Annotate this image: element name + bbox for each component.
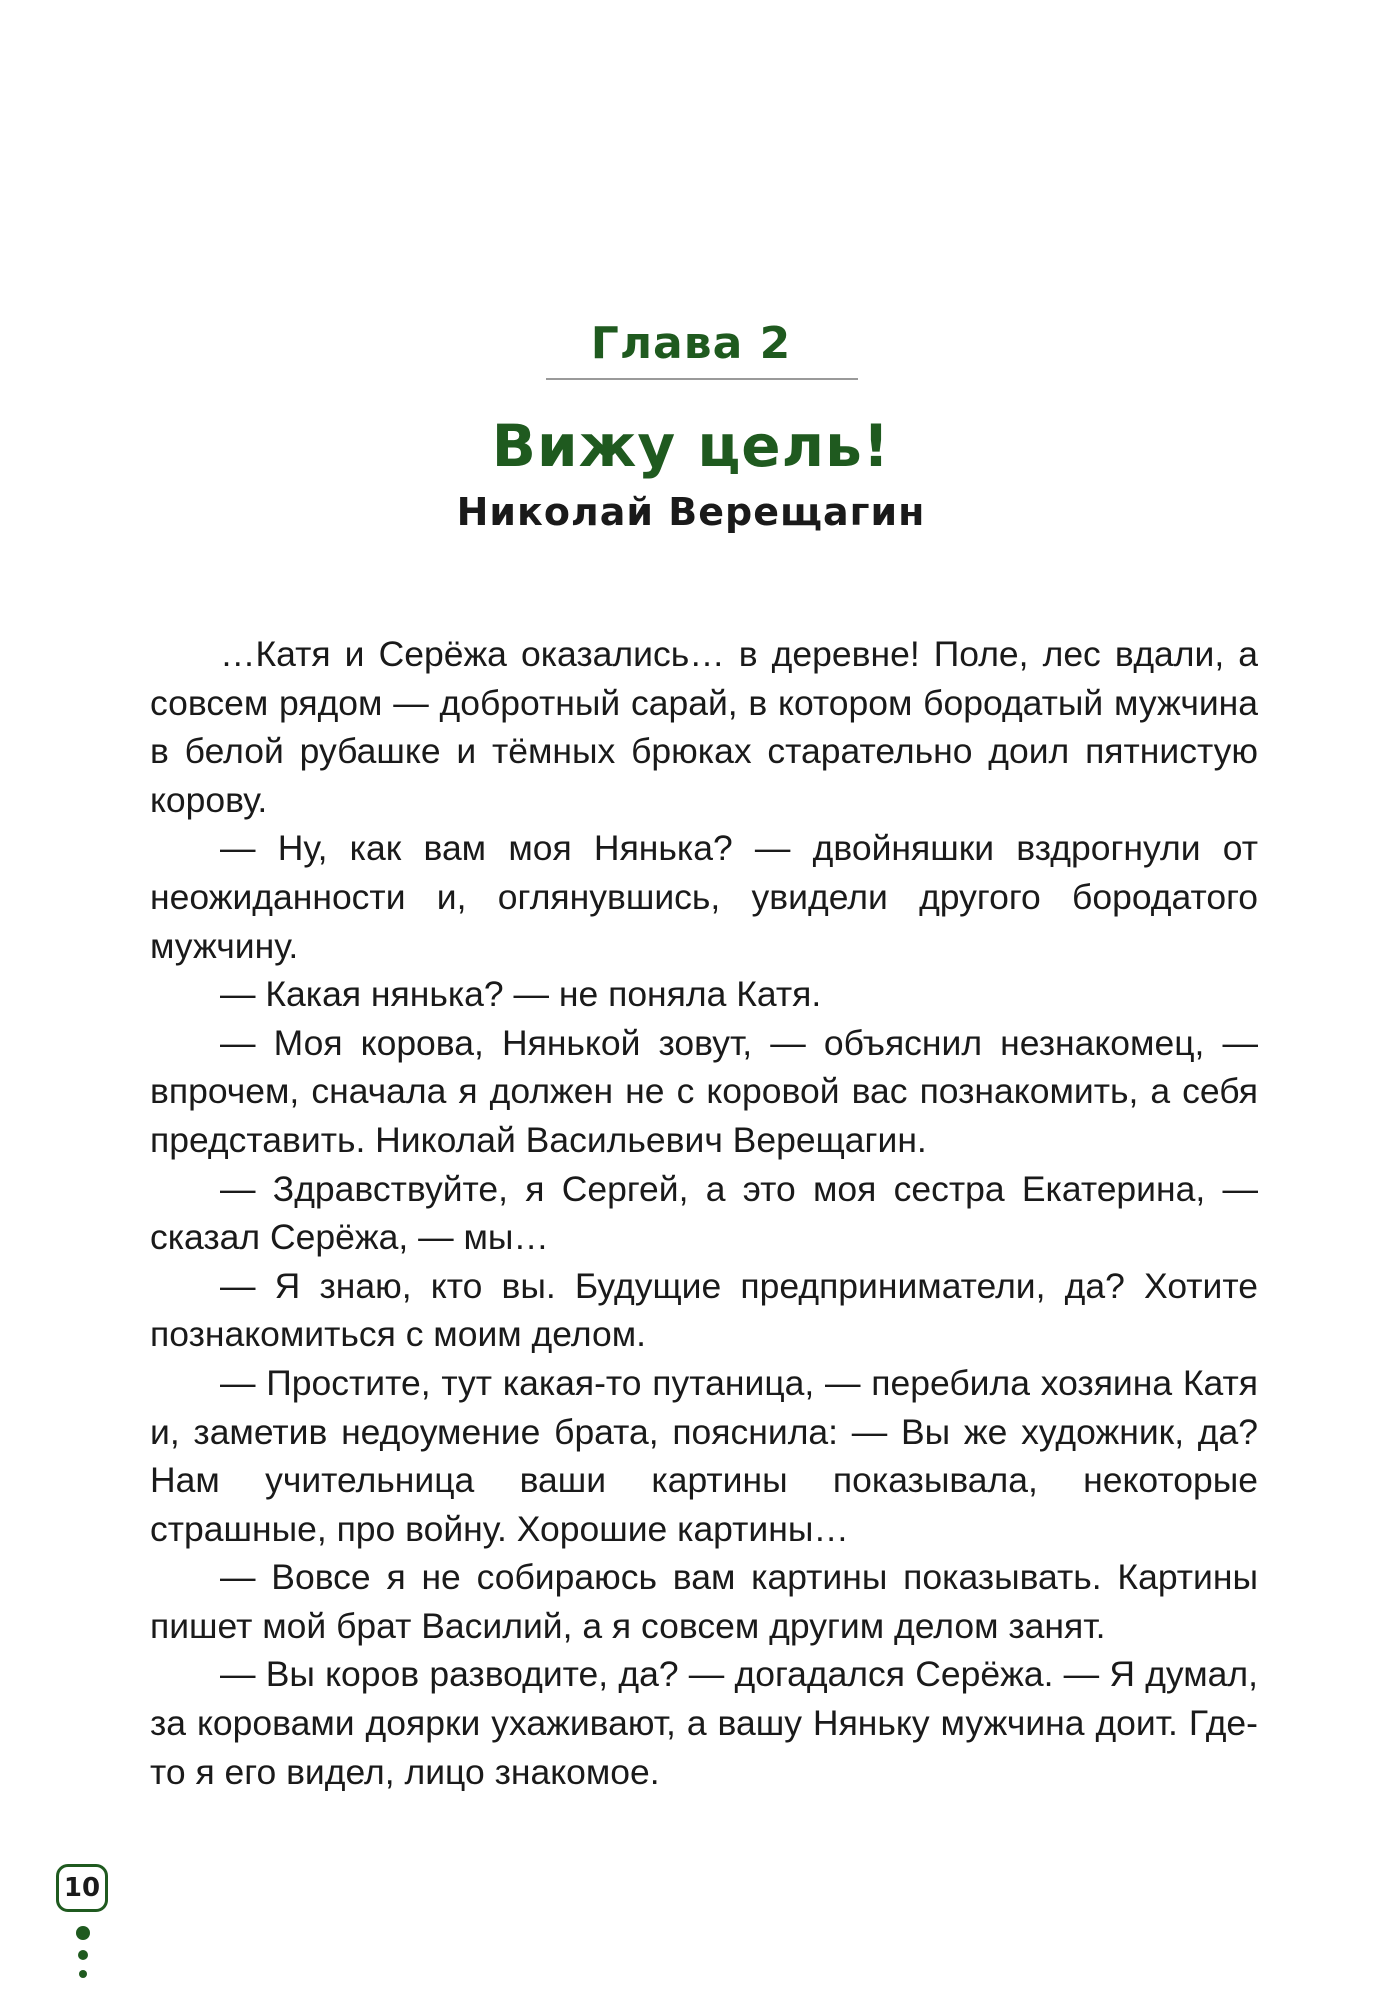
chapter-label: Глава 2: [590, 318, 792, 369]
body-text: [150, 630, 1258, 1796]
paragraph: — Какая нянька? — не поняла Катя.: [220, 974, 822, 1015]
paragraph: — Ну, как вам моя Нянька? — двойняшки вздрогнули от неожиданности и, оглянувшись, увидели другого бородатого мужчину.: [150, 828, 1258, 966]
paragraph: — Здравствуйте, я Сергей, а это моя сестра Екатерина, — сказал Серёжа, — мы…: [150, 1168, 1258, 1258]
page-number: 10: [56, 1864, 108, 1912]
paragraph: — Вовсе я не собираюсь вам картины показывать. Картины пишет мой брат Василий, а я совсем другим делом занят.: [150, 1557, 1258, 1646]
decorative-dot: [76, 1926, 90, 1940]
chapter-title: Вижу цель!: [491, 412, 891, 480]
paragraph: — Я знаю, кто вы. Будущие предприниматели, да? Хотите познакомиться с моим делом.: [150, 1265, 1258, 1355]
paragraph: — Простите, тут какая-то путаница, — перебила хозяина Катя и, заметив недоумение брата, пояснила: — Вы же художник, да? Нам учительница ваши картины показывала, некоторые страшные, про войну. Хорошие картины…: [150, 1362, 1258, 1549]
chapter-subject: Николай Верещагин: [456, 490, 926, 534]
paragraph: — Моя корова, Нянькой зовут, — объяснил незнакомец, — впрочем, сначала я должен не с коровой вас познакомить, а себя представить. Николай Васильевич Верещагин.: [150, 1022, 1258, 1160]
decorative-dot: [78, 1950, 88, 1960]
decorative-dot: [79, 1970, 87, 1978]
paragraph: — Вы коров разводите, да? — догадался Серёжа. — Я думал, за коровами доярки ухаживают, а вашу Няньку мужчина доит. Где-то я его видел, лицо знакомое.: [150, 1654, 1258, 1792]
chapter-divider: [546, 378, 858, 380]
paragraph: …Катя и Серёжа оказались… в деревне! Поле, лес вдали, а совсем рядом — добротный сарай, в котором бородатый мужчина в белой рубашке и тёмных брюках старательно доил пятнистую корову.: [150, 634, 1258, 820]
